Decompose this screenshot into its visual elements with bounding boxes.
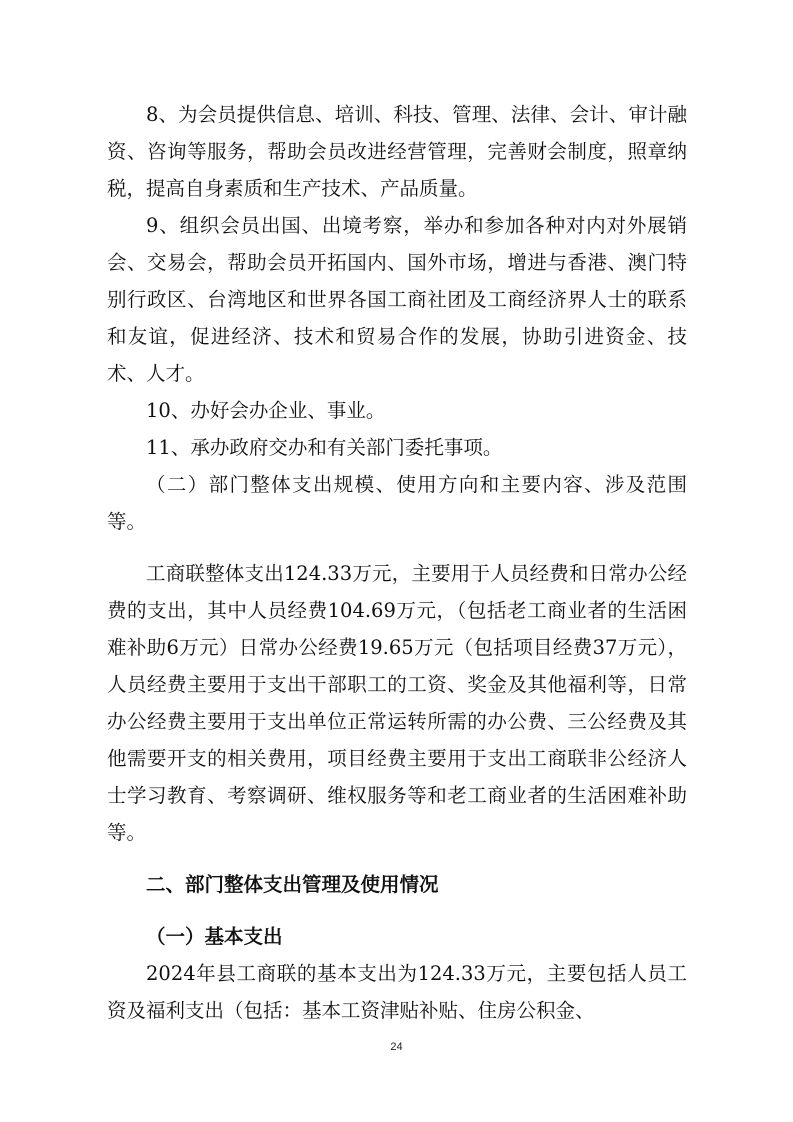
part-two-heading: 二、部门整体支出管理及使用情况 (146, 873, 439, 896)
paragraph-item-11: 11、承办政府交办和有关部门委托事项。 (146, 436, 503, 459)
page-body (107, 96, 687, 1029)
page-number: 24 (390, 1041, 403, 1053)
paragraph-item-8: 8、为会员提供信息、培训、科技、管理、法律、会计、审计融资、咨询等服务，帮助会员改进经营管理，完善财会制度，照章纳税，提高自身素质和生产技术、产品质量。 (107, 103, 687, 200)
paragraph-item-9: 9、组织会员出国、出境考察，举办和参加各种对内对外展销会、交易会，帮助会员开拓国内、国外市场，增进与香港、澳门特别行政区、台湾地区和世界各国工商社团及工商经济界人士的联系和友谊，促进经济、技术和贸易合作的发展，协助引进资金、技术、人才。 (107, 214, 687, 385)
section-two-title: （二）部门整体支出规模、使用方向和主要内容、涉及范围等。 (107, 473, 687, 533)
basic-expenditure-paragraph: 2024年县工商联的基本支出为124.33万元，主要包括人员工资及福利支出（包括：基本工资津贴补贴、住房公积金、 (107, 962, 687, 1022)
paragraph-item-10: 10、办好会办企业、事业。 (146, 399, 386, 422)
expenditure-overview-paragraph: 工商联整体支出124.33万元，主要用于人员经费和日常办公经费的支出，其中人员经费104.69万元，（包括老工商业者的生活困难补助6万元）日常办公经费19.65万元（包括项目经费37万元），人员经费主要用于支出干部职工的工资、奖金及其他福利等，日常办公经费主要用于支出单位正常运转所需的办公费、三公经费及其他需要开支的相关费用，项目经费主要用于支出工商联非公经济人士学习教育、考察调研、维权服务等和老工商业者的生活困难补助等。 (107, 562, 687, 844)
basic-expenditure-heading: （一）基本支出 (146, 925, 283, 948)
